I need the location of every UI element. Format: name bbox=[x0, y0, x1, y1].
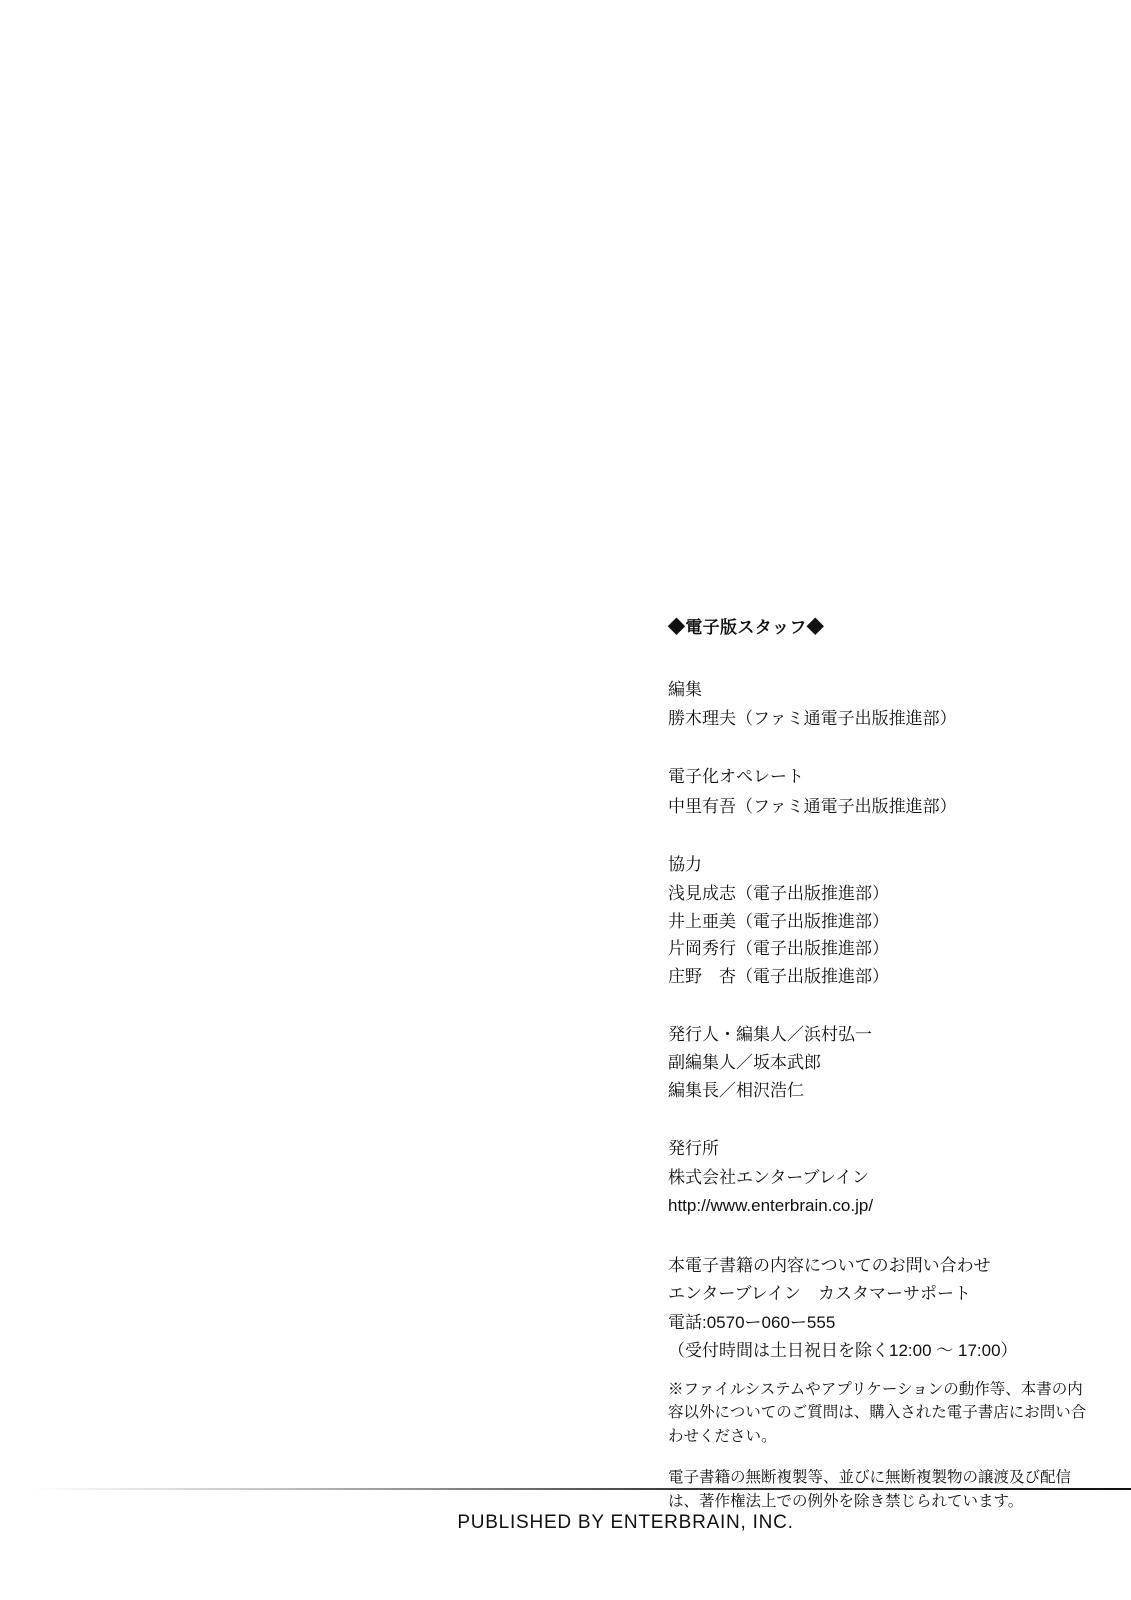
section-contact bbox=[668, 1252, 1088, 1514]
footer-publisher: PUBLISHED BY ENTERBRAIN, INC. bbox=[457, 1512, 794, 1533]
section-editor-title: 編集 bbox=[668, 680, 702, 700]
section-operate-title: 電子化オペレート bbox=[668, 767, 804, 787]
contact-phone: 電話:0570ー060ー555 bbox=[668, 1312, 836, 1332]
section-credits-line-1: 発行人・編集人／浜村弘一 bbox=[668, 1025, 872, 1045]
section-credits-line-3: 編集長／相沢浩仁 bbox=[668, 1080, 804, 1100]
section-operate-line-1: 中里有吾（ファミ通電子出版推進部） bbox=[668, 796, 957, 816]
section-cooperation bbox=[668, 851, 1088, 992]
section-publisher-line-1: 株式会社エンターブレイン bbox=[668, 1167, 869, 1187]
section-credits bbox=[668, 1021, 1088, 1105]
footer-divider bbox=[30, 1488, 1131, 1490]
section-cooperation-line-3: 片岡秀行（電子出版推進部） bbox=[668, 939, 889, 959]
colophon-block bbox=[668, 618, 1088, 1541]
publisher-url[interactable]: http://www.enterbrain.co.jp/ bbox=[668, 1195, 874, 1215]
copyright-note: 電子書籍の無断複製等、並びに無断複製物の譲渡及び配信は、著作権法上での例外を除き禁じられています。 bbox=[668, 1469, 1072, 1510]
page-title: ◆電子版スタッフ◆ bbox=[668, 618, 825, 637]
section-publisher-title: 発行所 bbox=[668, 1138, 719, 1158]
section-editor bbox=[668, 676, 1088, 733]
section-credits-line-2: 副編集人／坂本武郎 bbox=[668, 1053, 821, 1072]
section-editor-line-1: 勝木理夫（ファミ通電子出版推進部） bbox=[668, 709, 957, 729]
section-cooperation-title: 協力 bbox=[668, 854, 702, 874]
contact-support-name: エンターブレイン カスタマーサポート bbox=[668, 1284, 971, 1304]
section-cooperation-line-1: 浅見成志（電子出版推進部） bbox=[668, 883, 889, 903]
contact-title: 本電子書籍の内容についてのお問い合わせ bbox=[668, 1255, 991, 1275]
section-cooperation-line-4: 庄野 杏（電子出版推進部） bbox=[668, 967, 889, 987]
contact-hours: （受付時間は土日祝日を除く12:00 ～ 17:00） bbox=[668, 1341, 1018, 1361]
section-operate bbox=[668, 763, 1088, 820]
section-publisher bbox=[668, 1135, 1088, 1220]
section-cooperation-line-2: 井上亜美（電子出版推進部） bbox=[668, 911, 889, 931]
contact-note-scope: ※ファイルシステムやアプリケーションの動作等、本書の内容以外についてのご質問は、購入された電子書店にお問い合わせください。 bbox=[668, 1380, 1087, 1445]
